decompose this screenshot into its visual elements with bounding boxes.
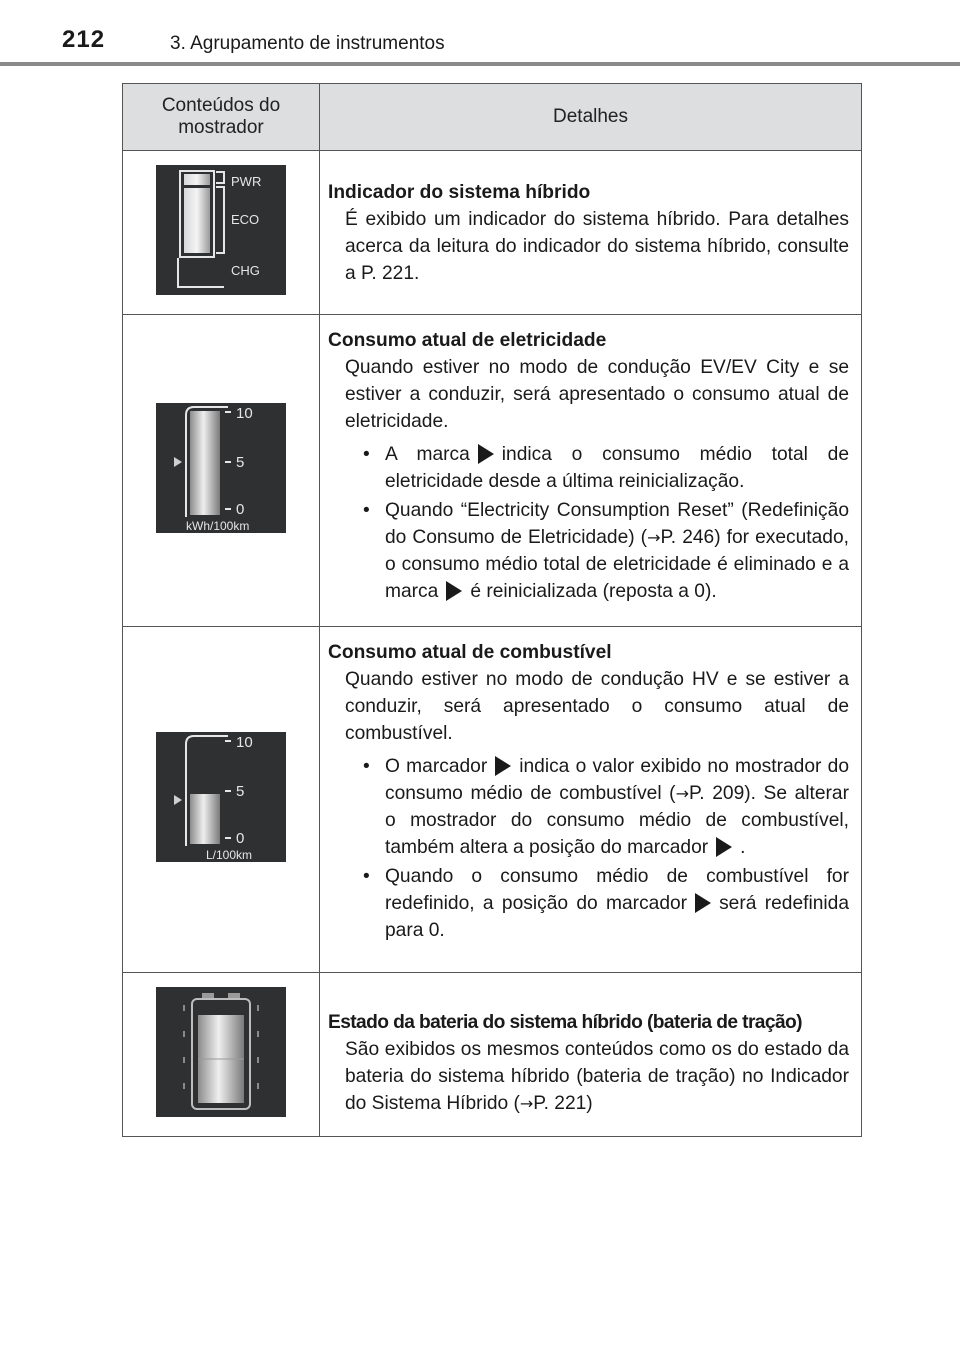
table-header-row — [123, 84, 862, 151]
row-title: Consumo atual de combustível — [328, 642, 612, 663]
marker-icon — [478, 444, 494, 464]
list-item: • A marca indica o consumo médio total de eletricidade desde a última reinicialização. — [363, 441, 849, 495]
row-text: Quando estiver no modo de condução EV/EV City e se estiver a conduzir, será apresentado o consumo atual de eletricidade. — [345, 357, 849, 432]
bullet-list — [328, 441, 849, 605]
row-title: Estado da bateria do sistema híbrido (bateria de tração) — [328, 1012, 802, 1033]
marker-icon — [495, 756, 511, 776]
gauge-label-chg: CHG — [231, 263, 260, 278]
row-details — [320, 973, 862, 1137]
arrow-icon: → — [675, 784, 689, 803]
row-details — [320, 627, 862, 973]
hybrid-indicator-image — [123, 151, 320, 315]
hybrid-indicator-icon — [156, 165, 286, 295]
arrow-icon: → — [519, 1094, 534, 1113]
row-text: São exibidos os mesmos conteúdos como os do estado da bateria do sistema híbrido (bateria de tração) no Indicador do Sistema Híbrido (→P. 221) — [345, 1039, 849, 1114]
battery-image — [123, 973, 320, 1137]
fuel-gauge-image — [123, 627, 320, 973]
scale-5: 5 — [236, 783, 245, 800]
col-header-details: Detalhes — [320, 84, 862, 151]
fuel-gauge-icon — [156, 732, 286, 862]
gauge-label-pwr: PWR — [231, 174, 262, 189]
electricity-gauge-image — [123, 315, 320, 627]
unit-label: L/100km — [206, 848, 253, 862]
table-row — [123, 315, 862, 627]
col-header-display: Conteúdos do mostrador — [123, 84, 320, 151]
unit-label: kWh/100km — [186, 519, 250, 533]
gauge-label-eco: ECO — [231, 212, 260, 227]
row-title: Consumo atual de eletricidade — [328, 330, 607, 351]
scale-0: 0 — [236, 830, 245, 847]
arrow-icon: → — [647, 528, 661, 547]
electricity-gauge-icon — [156, 403, 286, 533]
row-details — [320, 315, 862, 627]
row-details — [320, 151, 862, 315]
list-item: • Quando o consumo médio de combustível for redefinido, a posição do marcador será redefinida para 0. — [363, 863, 849, 944]
row-title: Indicador do sistema híbrido — [328, 182, 591, 203]
bullet-list — [328, 753, 849, 944]
marker-icon — [695, 893, 711, 913]
list-item: • Quando “Electricity Consumption Reset” (Redefinição do Consumo de Eletricidade) (→P. 246) for executado, o consumo médio total de eletricidade é eliminado e a marca é reinicializada (reposta a 0). — [363, 497, 849, 605]
table-row — [123, 151, 862, 315]
row-text: É exibido um indicador do sistema híbrido. Para detalhes acerca da leitura do indicador do sistema híbrido, consulte a P. 221. — [345, 209, 849, 284]
table-row — [123, 627, 862, 973]
display-contents-table — [122, 83, 862, 1137]
battery-icon — [156, 987, 286, 1117]
row-text: Quando estiver no modo de condução HV e se estiver a conduzir, será apresentado o consumo atual de combustível. — [345, 669, 849, 744]
section-title: 3. Agrupamento de instrumentos — [170, 33, 445, 54]
header-rule — [0, 62, 960, 66]
scale-0: 0 — [236, 501, 245, 518]
scale-5: 5 — [236, 454, 245, 471]
scale-10: 10 — [236, 405, 253, 422]
scale-10: 10 — [236, 734, 253, 751]
marker-icon — [716, 837, 732, 857]
page-number: 212 — [62, 26, 106, 53]
table-row — [123, 973, 862, 1137]
list-item: • O marcador indica o valor exibido no mostrador do consumo médio de combustível (→P. 209). Se alterar o mostrador do consumo médio de combustível, também altera a posição do marcador . — [363, 753, 849, 861]
marker-icon — [446, 581, 462, 601]
